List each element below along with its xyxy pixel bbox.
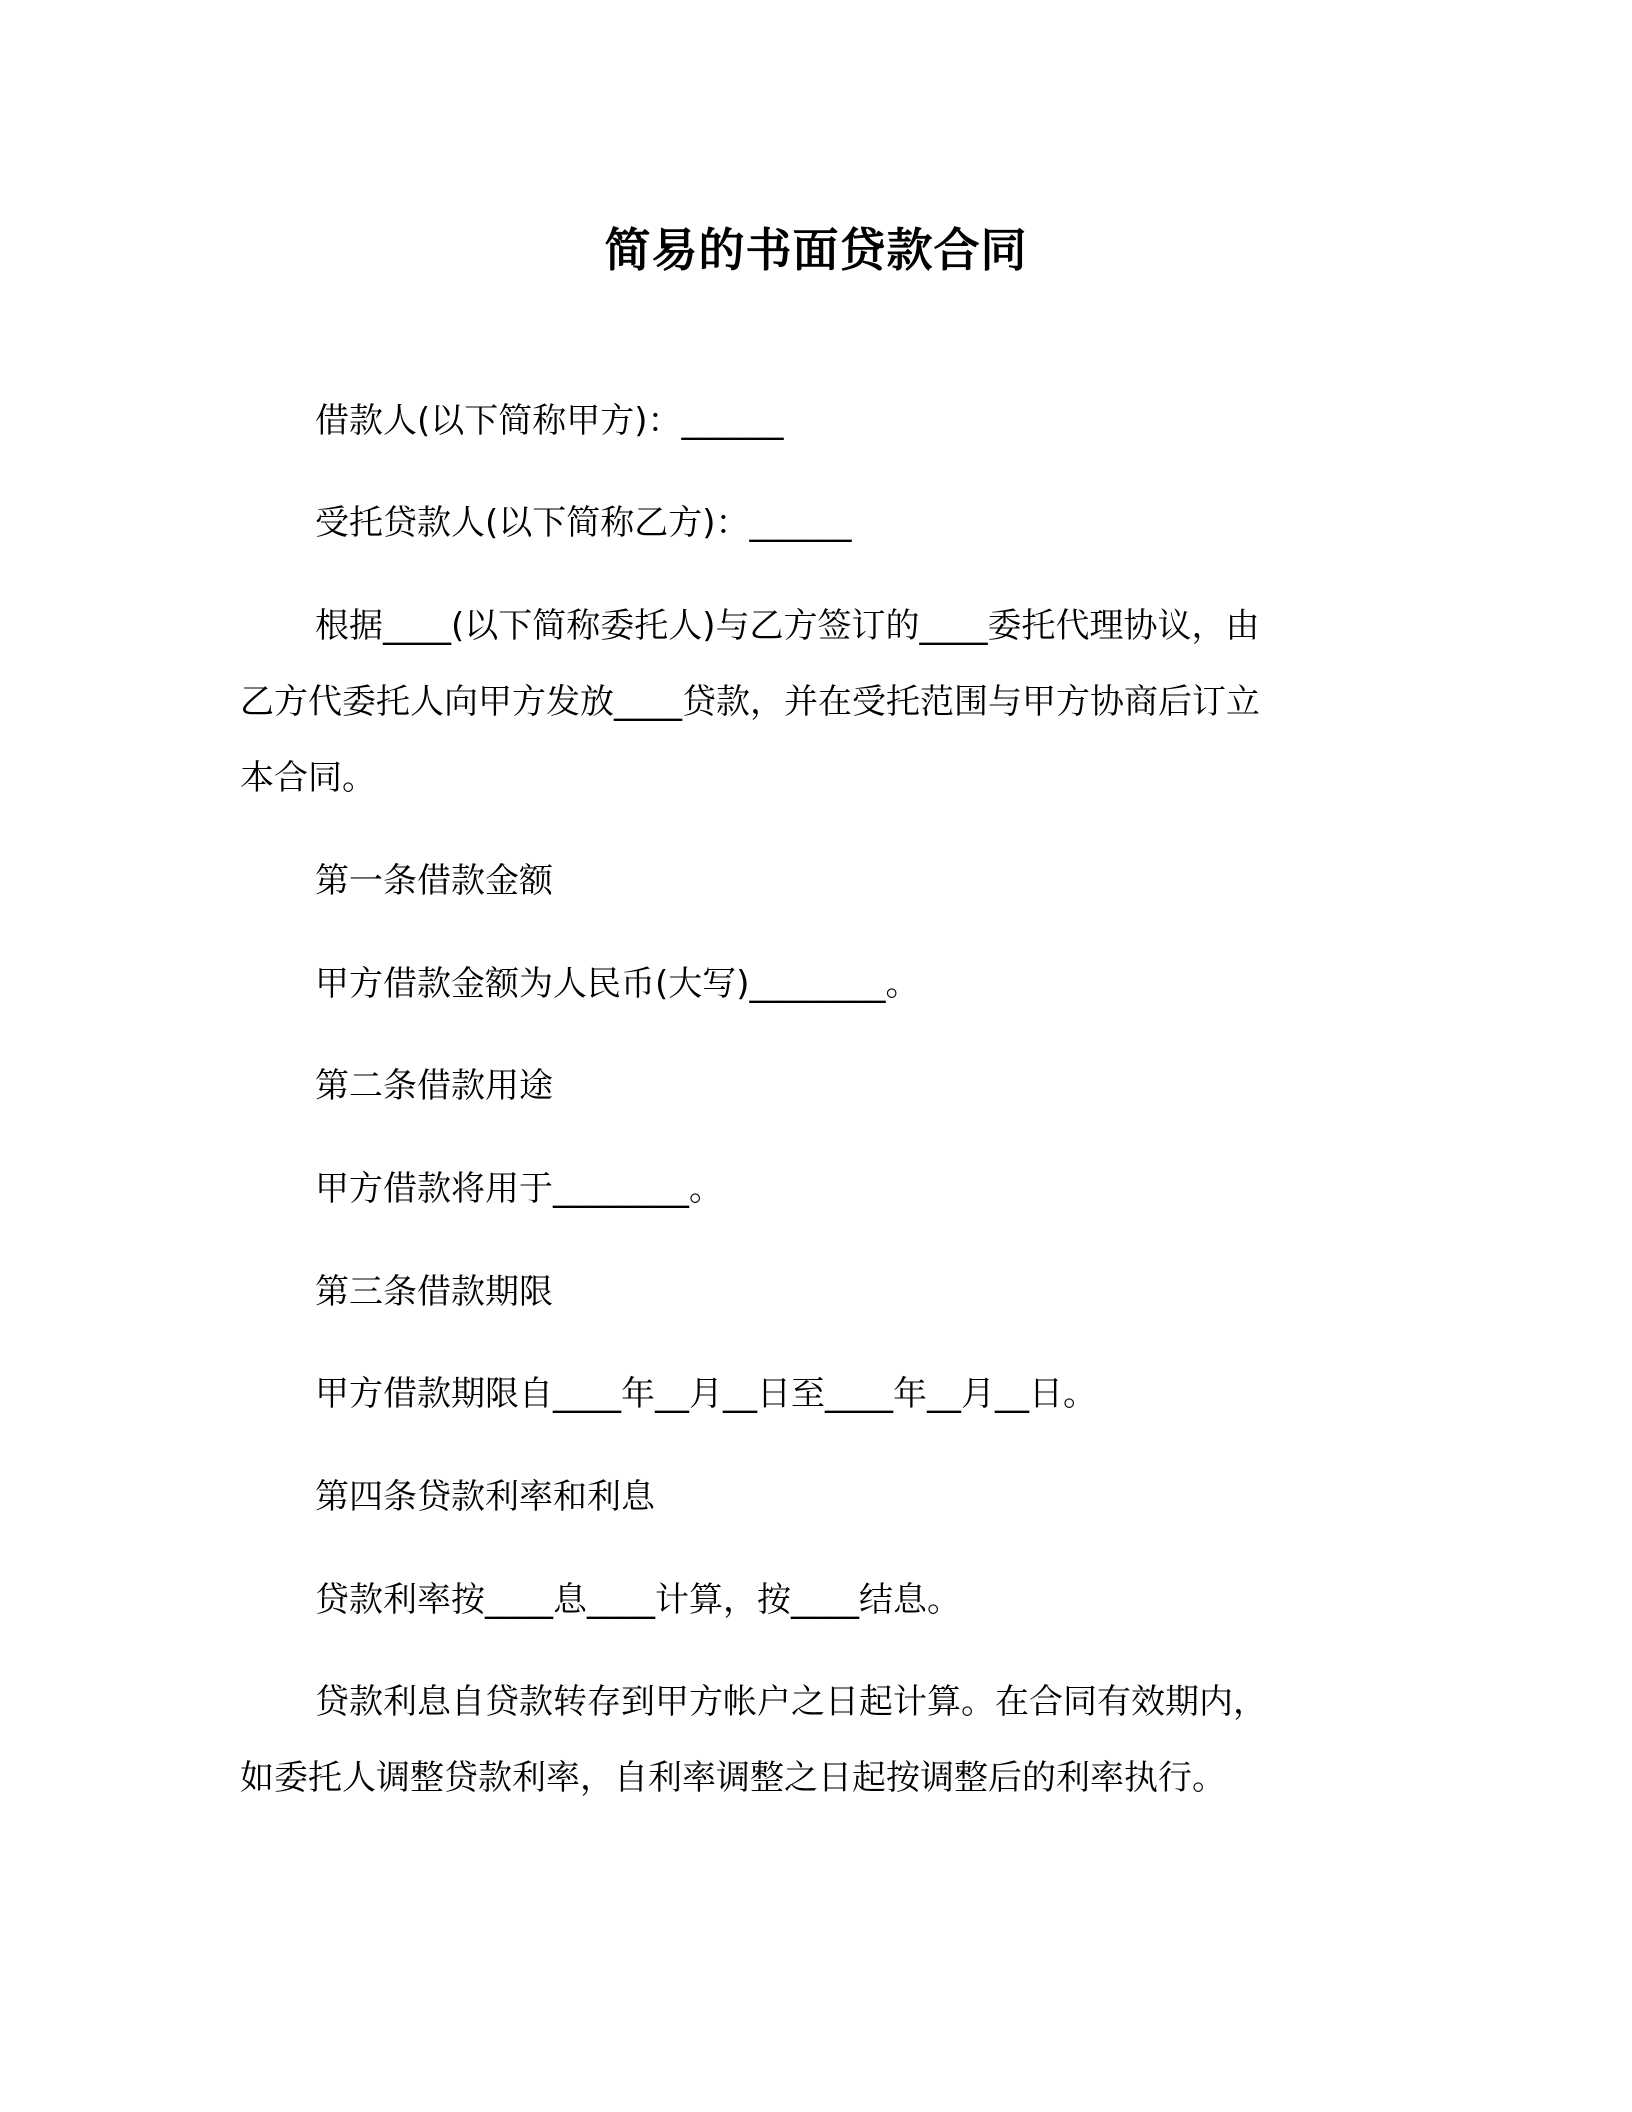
article-4-text-1: 贷款利率按____息____计算，按____结息。	[315, 1580, 961, 1620]
article-2-text: 甲方借款将用于________。	[315, 1169, 723, 1209]
article-3-heading: 第三条借款期限	[315, 1272, 553, 1312]
article-1-heading: 第一条借款金额	[315, 861, 553, 901]
preamble-line-1: 根据____(以下简称委托人)与乙方签订的____委托代理协议，由	[315, 606, 1260, 646]
document-title: 简易的书面贷款合同	[604, 223, 1028, 277]
article-4-heading: 第四条贷款利率和利息	[315, 1477, 655, 1517]
borrower-line: 借款人(以下简称甲方)：______	[315, 401, 784, 441]
article-3-text: 甲方借款期限自____年__月__日至____年__月__日。	[315, 1374, 1097, 1414]
article-2-heading: 第二条借款用途	[315, 1066, 553, 1106]
lender-line: 受托贷款人(以下简称乙方)：______	[315, 503, 852, 543]
preamble-line-2: 乙方代委托人向甲方发放____贷款，并在受托范围与甲方协商后订立	[240, 682, 1260, 722]
preamble-line-3: 本合同。	[240, 758, 376, 798]
article-1-text: 甲方借款金额为人民币(大写)________。	[315, 964, 920, 1004]
article-4-text-2-line-1: 贷款利息自贷款转存到甲方帐户之日起计算。在合同有效期内，	[315, 1682, 1267, 1722]
article-4-text-2-line-2: 如委托人调整贷款利率，自利率调整之日起按调整后的利率执行。	[240, 1758, 1226, 1798]
